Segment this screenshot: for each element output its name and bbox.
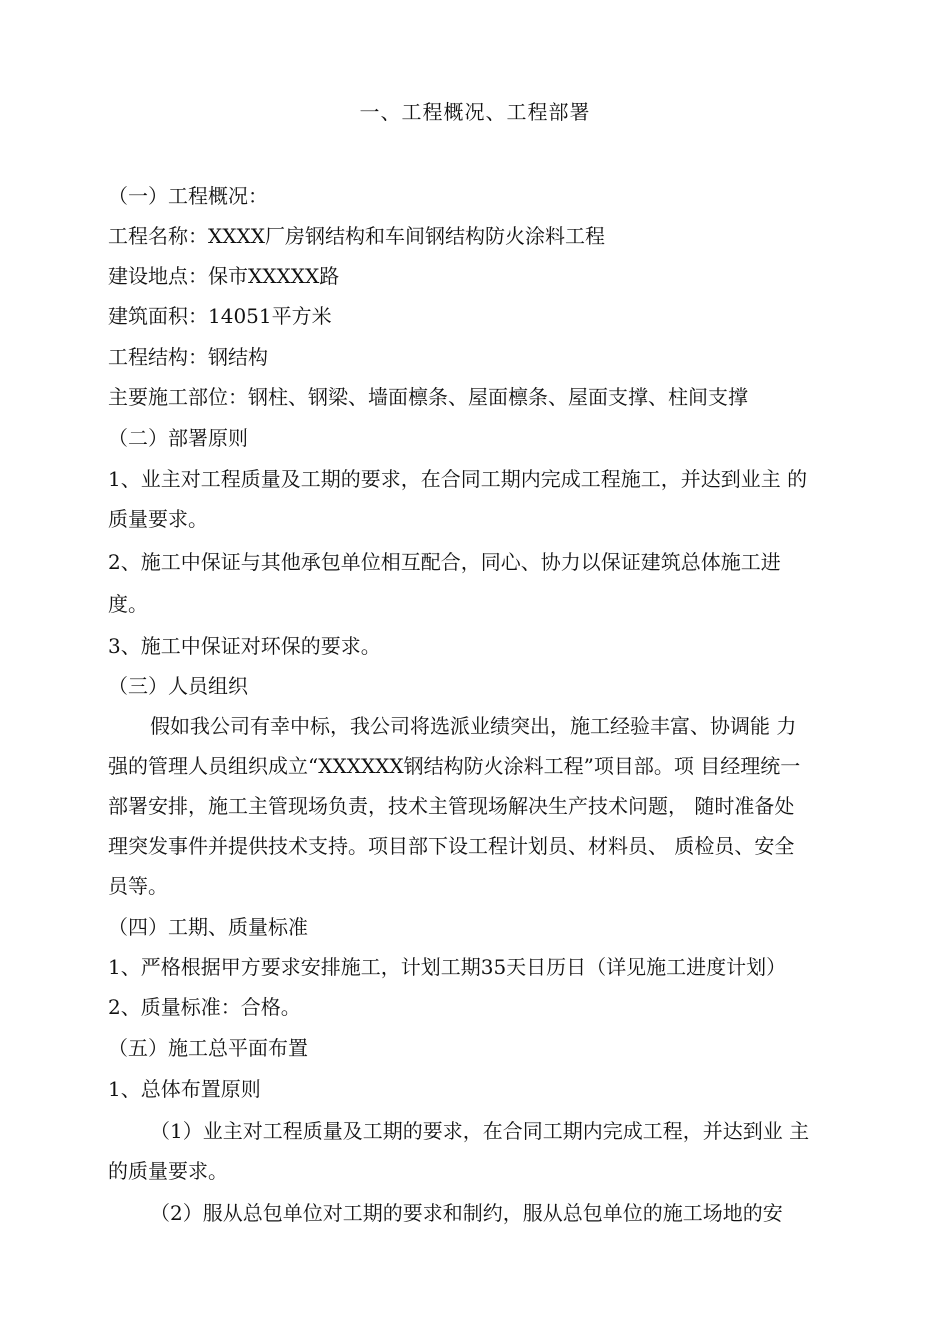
principle-2-line-b: 度。 [108, 592, 148, 616]
structure-line: 工程结构：钢结构 [108, 345, 268, 369]
quality-line: 2、质量标准：合格。 [108, 995, 301, 1019]
staffing-para-line-3: 部署安排，施工主管现场负责，技术主管现场解决生产技术问题， 随时准备处 [108, 794, 795, 818]
schedule-line-1: 1、严格根据甲方要求安排施工，计划工期35天日历日（详见施工进度计划） [108, 955, 787, 979]
staffing-para-line-2: 强的管理人员组织成立“XXXXXX钢结构防火涂料工程”项目部。项 目经理统一 [108, 754, 801, 778]
section-heading-staffing: （三）人员组织 [108, 674, 248, 698]
staffing-para-line-5: 员等。 [108, 874, 168, 898]
project-name-line: 工程名称：XXXX厂房钢结构和车间钢结构防火涂料工程 [108, 224, 605, 248]
area-line: 建筑面积：14051平方米 [108, 304, 332, 328]
staffing-para-line-4: 理突发事件并提供技术支持。项目部下设工程计划员、材料员、 质检员、安全 [108, 834, 795, 858]
principle-1-line-a: 1、业主对工程质量及工期的要求，在合同工期内完成工程施工，并达到业主 的 [108, 467, 808, 491]
layout-item-1-line-a: （1）业主对工程质量及工期的要求，在合同工期内完成工程，并达到业 主 [150, 1119, 810, 1143]
section-heading-overview: （一）工程概况： [108, 184, 268, 208]
section-heading-layout: （五）施工总平面布置 [108, 1036, 308, 1060]
layout-item-2-line-a: （2）服从总包单位对工期的要求和制约，服从总包单位的施工场地的安 [150, 1201, 783, 1225]
staffing-para-line-1: 假如我公司有幸中标，我公司将选派业绩突出，施工经验丰富、协调能 力 [150, 714, 797, 738]
layout-principle-heading: 1、总体布置原则 [108, 1077, 261, 1101]
principle-1-line-b: 质量要求。 [108, 507, 208, 531]
section-heading-schedule: （四）工期、质量标准 [108, 915, 308, 939]
construction-parts-line: 主要施工部位：钢柱、钢梁、墙面檩条、屋面檩条、屋面支撑、柱间支撑 [108, 385, 748, 409]
section-heading-principles: （二）部署原则 [108, 426, 248, 450]
layout-item-1-line-b: 的质量要求。 [108, 1159, 228, 1183]
location-line: 建设地点：保市XXXXX路 [108, 264, 340, 288]
principle-2-line-a: 2、施工中保证与其他承包单位相互配合，同心、协力以保证建筑总体施工进 [108, 550, 781, 574]
principle-3-line: 3、施工中保证对环保的要求。 [108, 634, 381, 658]
page-title: 一、工程概况、工程部署 [359, 100, 591, 124]
